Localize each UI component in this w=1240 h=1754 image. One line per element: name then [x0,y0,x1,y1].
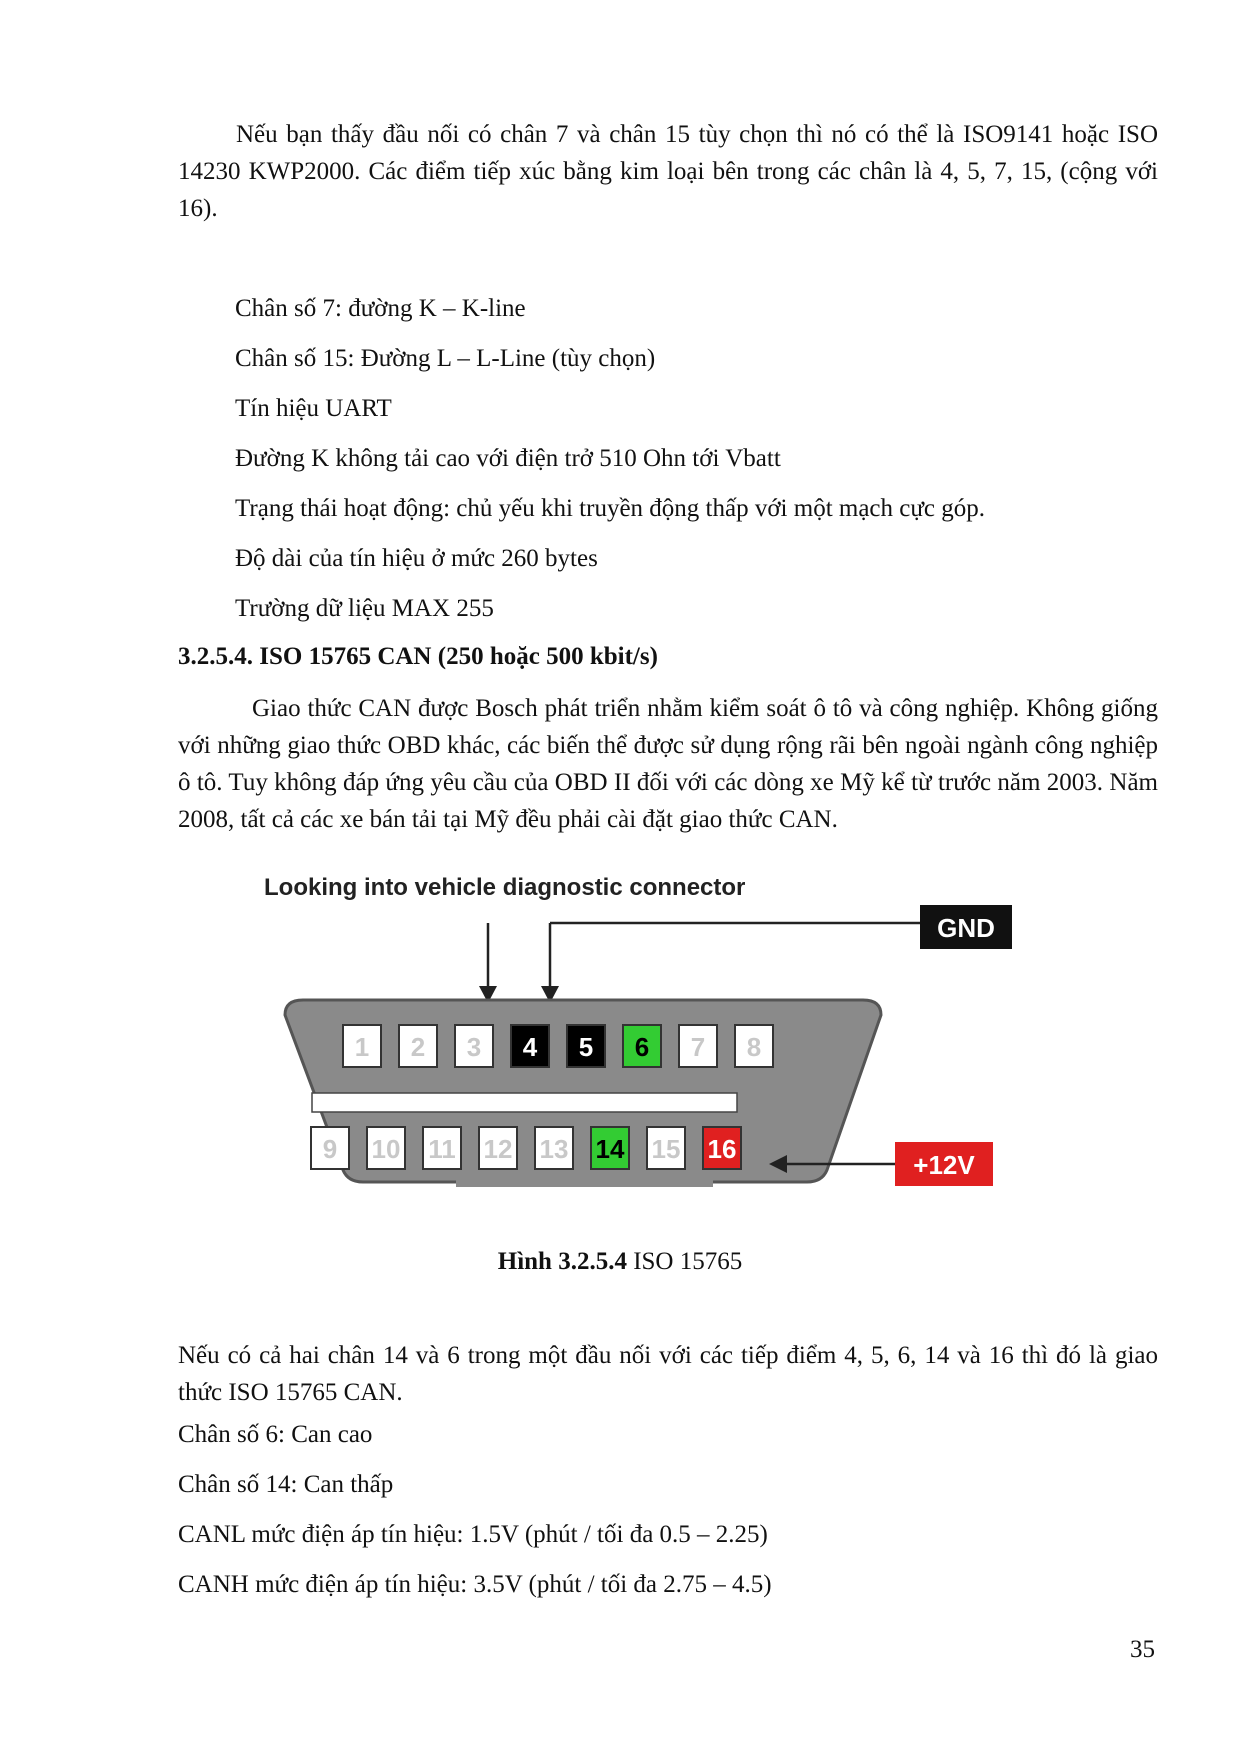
paragraph-can: Giao thức CAN được Bosch phát triển nhằm kiểm soát ô tô và công nghiệp. Không giống với những giao thức OBD khác, các biến thể được sử dụng rộng rãi bên ngoài ngành công nghiệp ô tô. Tuy không đáp ứng yêu cầu của OBD II đối với các dòng xe Mỹ kể từ trước năm 2003. Năm 2008, tất cả các xe bán tải tại Mỹ đều phải cài đặt giao thức CAN. [178,695,1158,833]
pin-1-label: 1 [354,1032,370,1062]
pin-13-label: 13 [539,1134,569,1164]
pin-9-label: 9 [322,1134,338,1164]
pin-3-label: 3 [466,1032,482,1062]
pin-2-label: 2 [410,1032,426,1062]
pin-14-label: 14 [595,1134,625,1164]
pin-7-label: 7 [690,1032,706,1062]
list-item: Độ dài của tín hiệu ở mức 260 bytes [235,545,598,572]
paragraph-pins: Nếu có cả hai chân 14 và 6 trong một đầu nối với các tiếp điểm 4, 5, 6, 14 và 16 thì đó là giao thức ISO 15765 CAN. [178,1342,1158,1406]
section-heading: 3.2.5.4. ISO 15765 CAN (250 hoặc 500 kbit/s) [178,643,658,670]
paragraph-intro: Nếu bạn thấy đầu nối có chân 7 và chân 15 tùy chọn thì nó có thể là ISO9141 hoặc ISO 14230 KWP2000. Các điểm tiếp xúc bằng kim loại bên trong các chân là 4, 5, 7, 15, (cộng với 16). [178,121,1158,222]
list-item: Chân số 14: Can thấp [178,1471,394,1498]
list-item: Chân số 6: Can cao [178,1421,373,1448]
list-item: Đường K không tải cao với điện trở 510 Ohn tới Vbatt [235,445,781,472]
pin-8-label: 8 [746,1032,762,1062]
gnd-label: GND [937,913,995,943]
connector-tab [456,1175,713,1187]
pin-15-label: 15 [651,1134,681,1164]
list-item: Trạng thái hoạt động: chủ yếu khi truyền động thấp với một mạch cực góp. [235,495,986,522]
connector-slot [312,1093,737,1112]
pin-10-label: 10 [371,1134,401,1164]
list-item: CANH mức điện áp tín hiệu: 3.5V (phút / tối đa 2.75 – 4.5) [178,1571,772,1598]
figure-caption [0,1248,1240,1276]
caption-text: ISO 15765 [626,1248,743,1275]
list-item: Trường dữ liệu MAX 255 [235,595,494,622]
obd-connector-diagram [255,870,1045,1240]
caption-number: Hình 3.2.5.4 [497,1248,627,1275]
pin-4-label: 4 [522,1032,538,1062]
page-number: 35 [1130,1636,1155,1663]
figure-title: Looking into vehicle diagnostic connector [264,874,746,901]
pin-6-label: 6 [634,1032,650,1062]
power-label: +12V [913,1150,975,1180]
pin-11-label: 11 [428,1134,456,1164]
pin-5-label: 5 [578,1032,594,1062]
list-item: Tín hiệu UART [235,395,392,422]
list-item: Chân số 15: Đường L – L-Line (tùy chọn) [235,345,656,372]
list-item: Chân số 7: đường K – K-line [235,295,526,322]
pin-12-label: 12 [483,1134,513,1164]
pin-16-label: 16 [707,1134,737,1164]
list-item: CANL mức điện áp tín hiệu: 1.5V (phút / tối đa 0.5 – 2.25) [178,1521,768,1548]
